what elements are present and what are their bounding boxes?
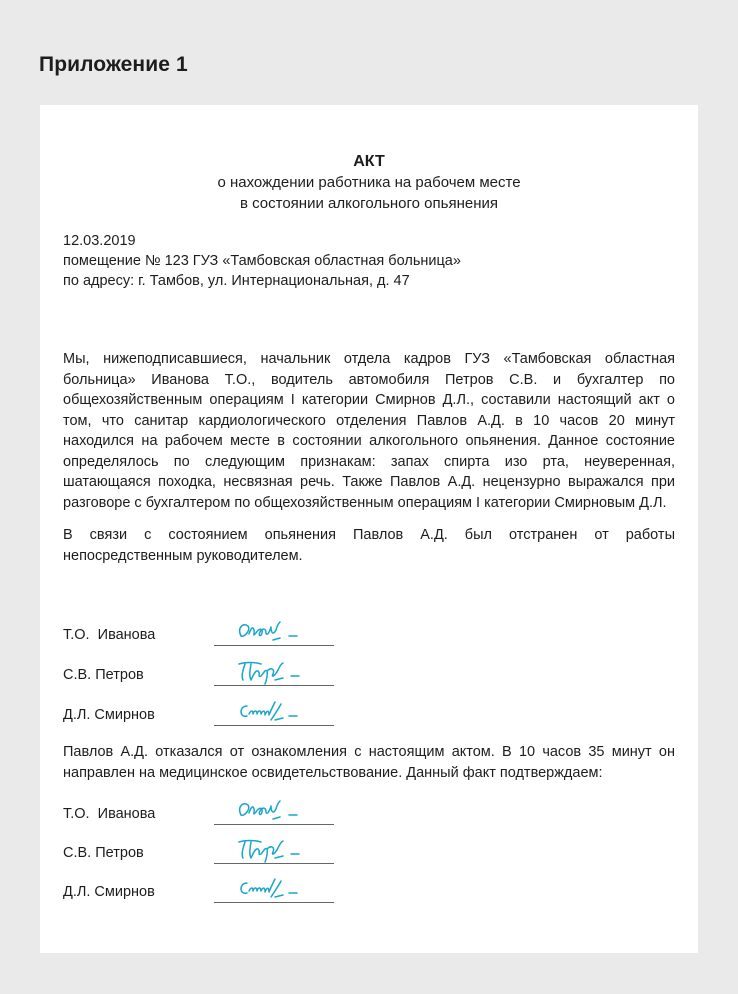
act-paragraph-3: Павлов А.Д. отказался от ознакомления с настоящим актом. В 10 часов 35 минут он направлен на медицинское освидетельствование. Данный факт подтверждаем:: [63, 744, 675, 781]
act-date: 12.03.2019: [63, 233, 136, 249]
signature-ivanova: [235, 616, 345, 648]
signature-row-petrov: [63, 662, 353, 692]
act-paragraph-1: Мы, нижеподписавшиеся, начальник отдела кадров ГУЗ «Тамбовская областная больница» Иванова Т.О., водитель автомобиля Петров С.В. и бухгалтер по общехозяйственным операциям I категории Смирнов Д.Л., составили настоящий акт о том, что санитар кардиологического отделения Павлов А.Д. в 10 часов 20 минут находился на рабочем месте в состоянии алкогольного опьянения. Данное состояние определялось по следующим признакам: запах спирта изо рта, неуверенная, шатающаяся походка, несвязная речь. Также Павлов А.Д. нецензурно выражался при разговоре с бухгалтером по общехозяйственным операциям I категории Смирновым Д.Л.: [63, 351, 675, 511]
act-title: АКТ: [353, 153, 385, 170]
signature-row-petrov: [63, 840, 353, 870]
act-subtitle-line-2: в состоянии алкогольного опьянения: [239, 195, 498, 212]
act-paragraph-2: В связи с состоянием опьянения Павлов А.Д. был отстранен от работы непосредственным руководителем.: [63, 527, 675, 564]
act-premises: помещение № 123 ГУЗ «Тамбовская областная больница»: [63, 253, 461, 269]
signature-ivanova: [235, 795, 345, 827]
signature-row-ivanova: [63, 622, 353, 652]
act-heading: [40, 151, 698, 214]
act-meta: [63, 231, 461, 291]
act-address: по адресу: г. Тамбов, ул. Интернациональная, д. 47: [63, 273, 410, 289]
signature-smirnov: [235, 873, 345, 905]
signatory-name: Д.Л. Смирнов: [63, 707, 155, 723]
signatory-name: С.В. Петров: [63, 667, 144, 683]
signature-smirnov: [235, 696, 345, 728]
signature-row-smirnov: [63, 879, 353, 909]
signature-petrov: [235, 656, 345, 688]
signature-row-smirnov: [63, 702, 353, 732]
signatory-name: Д.Л. Смирнов: [63, 884, 155, 900]
act-subtitle-line-1: о нахождении работника на рабочем месте: [217, 174, 521, 191]
signatory-name: С.В. Петров: [63, 845, 144, 861]
signatory-name: Т.О. Иванова: [63, 806, 156, 822]
signatory-name: Т.О. Иванова: [63, 627, 156, 643]
act-document: [40, 105, 698, 953]
signature-row-ivanova: [63, 801, 353, 831]
signature-petrov: [235, 834, 345, 866]
appendix-title: Приложение 1: [39, 53, 188, 76]
